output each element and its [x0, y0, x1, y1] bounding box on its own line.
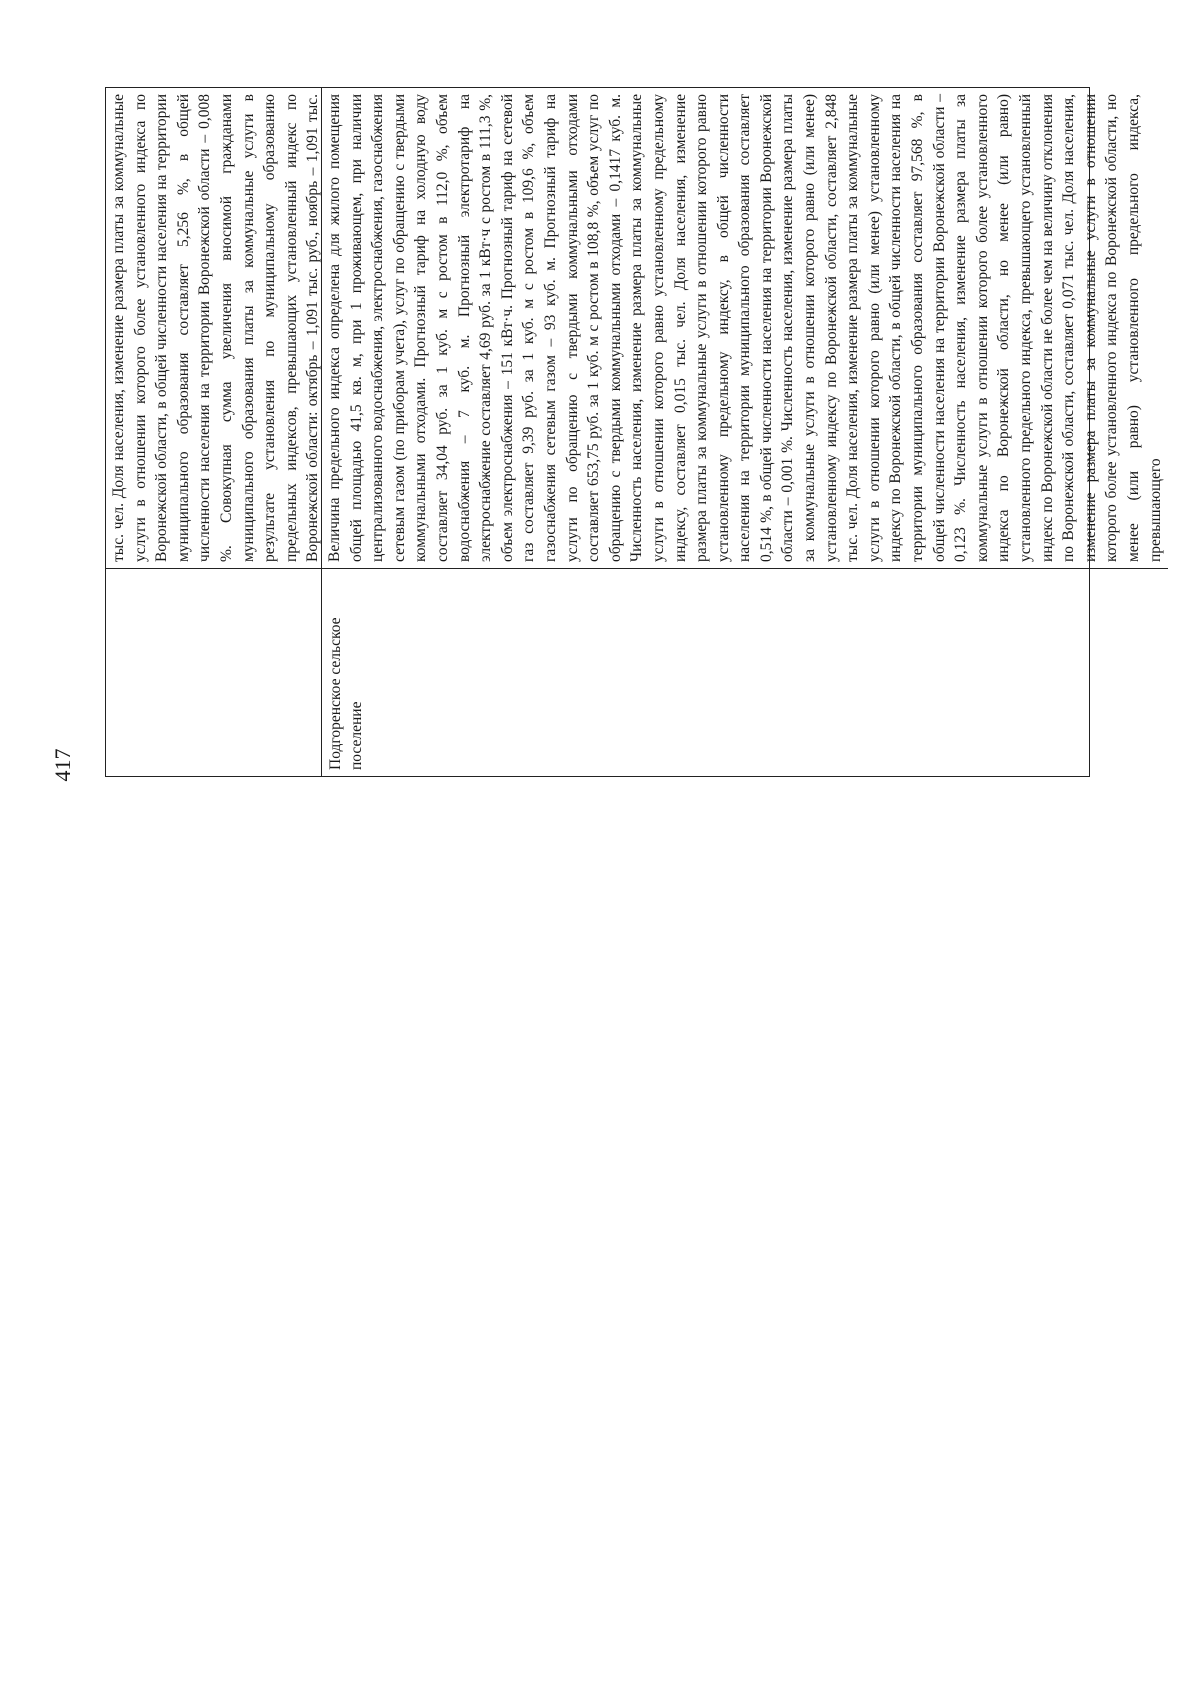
page-number: 417 [50, 748, 75, 782]
table-row [106, 88, 322, 776]
description-cell: тыс. чел. Доля населения, изменение размера платы за коммунальные услуги в отношении которого более установленного индекса по Воронежской области, в общей численности населения на территории муниципального образования составляет 5,256 %, в общей численности населения на территории Воронежской области – 0,008 %. Совокупная сумма увеличения вносимой гражданами муниципального образования платы за коммунальные услуги в результате установления по муниципальному образованию предельных индексов, превышающих установленный индекс по Воронежской области: октябрь – 1,091 тыс. руб., ноябрь – 1,091 тыс. [110, 94, 321, 562]
document-table [105, 87, 1164, 777]
description-cell: Величина предельного индекса определена для жилого помещения общей площадью 41,5 кв. м, при 1 проживающем, при наличии централизованного водоснабжения, электроснабжения, газоснабжения сетевым газом (по приборам учета), услуг по обращению с твердыми коммунальными отходами. Прогнозный тариф на холодную воду составляет 34,04 руб. за 1 куб. м с ростом в 112,0 %, объем водоснабжения – 7 куб. м. Прогнозный электротариф на электроснабжение составляет 4,69 руб. за 1 кВт·ч с ростом в 111,3 %, объем электроснабжения – 151 кВт·ч. Прогнозный тариф на сетевой газ составляет 9,39 руб. за 1 куб. м с ростом в 109,6 %, объем газоснабжения сетевым газом – 93 куб. м. Прогнозный тариф на услуги по обращению с твердыми коммунальными отходами составляет 653,75 руб. за 1 куб. м с ростом в 108,8 %, объем услуг по обращению с твердыми коммунальными отходами – 0,1417 куб. м. Численность населения, изменение размера платы за коммунальные услуги в отношении которого равно установленному предельному индексу, составляет 0,015 тыс. чел. Доля населения, изменение размера платы за коммунальные услуги в отношении которого равно установленному предельному индексу, в общей численности населения на территории муниципального образования составляет 0,514 %, в общей численности населения на территории Воронежской области – 0,001 %. Численность населения, изменение размера платы за коммунальные услуги в отношении которого равно (или менее) установленному индексу по Воронежской области, составляет 2,848 тыс. чел. Доля населения, изменение размера платы за коммунальные услуги в отношении которого равно (или менее) установленному индексу по Воронежской области, в общей численности населения на территории муниципального образования составляет 97,568 %, в общей численности населения на территории Воронежской области – 0,123 %. Численность населения, изменение размера платы за коммунальные услуги в отношении которого более установленного индекса по Воронежской области, но менее (или равно) установленного предельного индекса, превышающего установленный индекс по Воронежской области не более чем на величину отклонения по Воронежской области, составляет 0,071 тыс. чел. Доля населения, изменение размера платы за коммунальные услуги в отношении которого более установленного индекса по Воронежской области, но менее (или равно) установленного предельного индекса, превышающего [326, 94, 1164, 562]
municipality-cell: Подгоренское сельское поселение [322, 568, 1168, 776]
municipality-cell [106, 568, 321, 776]
table-row [322, 88, 1168, 776]
